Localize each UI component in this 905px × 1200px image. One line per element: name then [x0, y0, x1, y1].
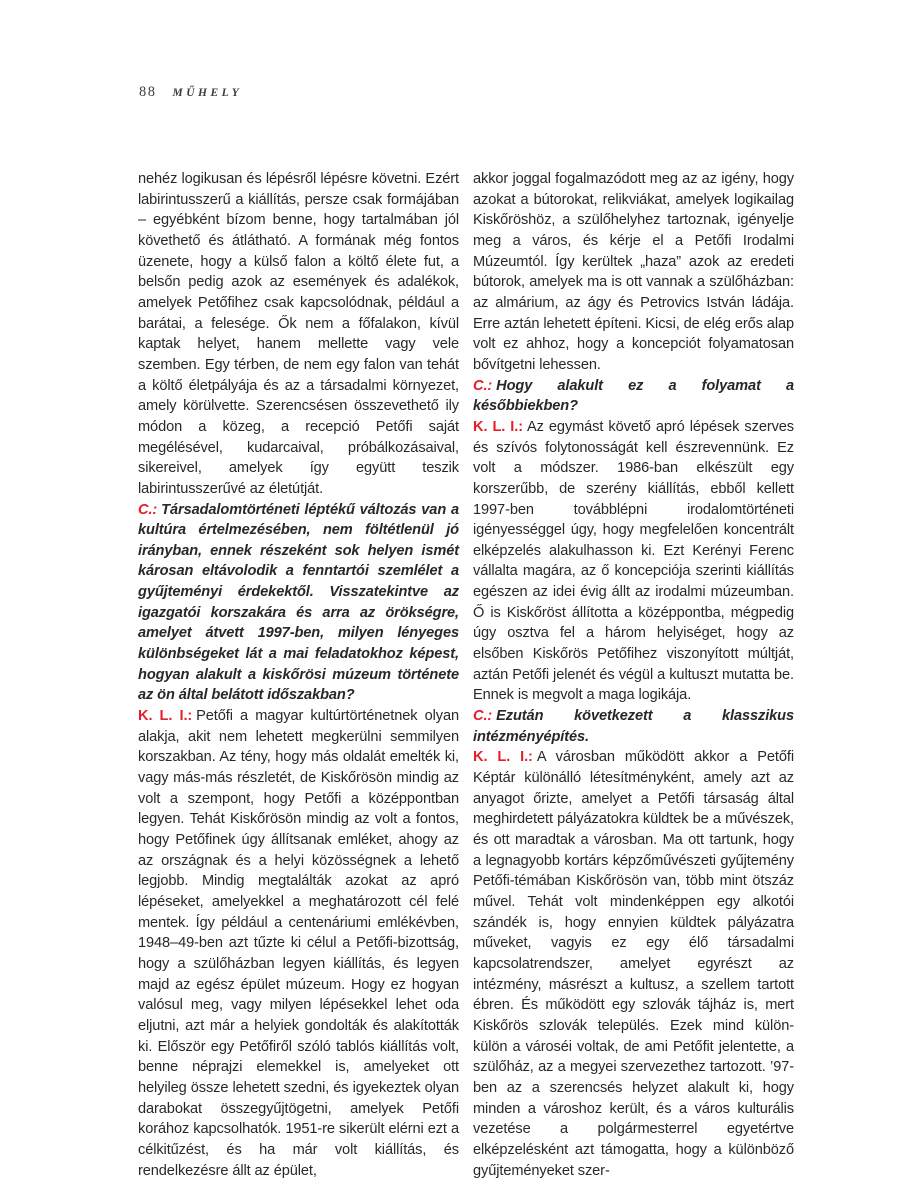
- body-paragraph: [138, 169, 459, 500]
- interview-answer: [473, 747, 794, 1181]
- paragraph-text: Petőfi a magyar kultúrtörténetnek olyan alakja, akit nem lehetett megkerülni semmilyen korszakban. Az tény, hogy más oldalát emelték ki, vagy más-más részletét, de Kiskőrösön mindig az volt a szempont, hogy Petőfi a középpontban legyen. Tehát Kiskőrösön mindig az volt a fontos, hogy Petőfinek úgy állítsanak emléket, ahogy az az országnak és a helyi közösségnek a lehető legjobb. Mindig megtalálták azokat az apró lépéseket, amelyekkel a meghatározott cél felé mentek. Így például a centenáriumi emlékévben, 1948–49-ben azt tűzte ki célul a Petőfi-bizottság, hogy a szülőházban legyen kiállítás, és legyen majd az egész épület múzeum. Hogy ez hogyan valósul meg, vagy milyen lépésekkel lehet oda eljutni, azt már a helyiek gondolták és alakították ki. Először egy Petőfiről szóló tablós kiállítás volt, benne néprajzi elemekkel is, amelyeket ott helyileg össze lehetett szedni, és igyekeztek olyan darabokat összegyűjtögetni, amelyek Petőfi korához kapcsolhatók. 1951-re sikerült elérni ezt a célkitűzést, és ha már volt kiállítás, és rendelkezésre állt az épület,: [138, 708, 459, 1179]
- section-title: MŰHELY: [172, 87, 243, 99]
- interview-question: [138, 500, 459, 707]
- paragraph-text: Társadalomtörténeti léptékű változás van a kultúra értelmezésében, nem föltétlenül jó irányban, ennek részeként sok helyen ismét károsan eltávolodik a fenntartói szemlélet a gyűjteményi érdekektől. Visszatekintve az igazgatói korszakára és arra az örökségre, amelyet átvett 1997-ben, milyen lényeges különbségeket lát a mai feladatokhoz képest, hogyan alakult a kiskőrösi múzeum története az ön által belátott időszakban?: [138, 501, 459, 704]
- left-column: [138, 169, 459, 1181]
- paragraph-text: nehéz logikusan és lépésről lépésre követni. Ezért labirintusszerű a kiállítás, persze csak formájában – egyébként bízom benne, hogy tartalmában jól követhető és átlátható. A formának még fontos üzenete, hogy a külső falon a költő élete fut, a belsőn pedig azok az események és adalékok, amelyek Petőfihez csak kapcsolódnak, például a barátai, a felesége. Ők nem a főfalakon, kívül kaptak helyet, hanem mellette vagy vele szemben. Egy térben, de nem egy falon van tehát a költő életpályája és az a társadalmi környezet, amely körülvette. Szerencsésen összevethető ily módon a közeg, a recepció Petőfi saját megélésével, kudarcaival, próbálkozásaival, sikereivel, amelyek így együtt teszik labirintusszerűvé az életútját.: [138, 171, 459, 497]
- interview-answer: [473, 417, 794, 706]
- paragraph-text: Ezután következett a klasszikus intézményépítés.: [473, 708, 794, 745]
- page-header: [139, 84, 242, 101]
- page-number: 88: [139, 84, 157, 100]
- paragraph-text: Hogy alakult ez a folyamat a későbbiekben?: [473, 377, 794, 415]
- speaker-label: K. L. I.:: [138, 708, 193, 725]
- speaker-label: K. L. I.:: [473, 749, 533, 766]
- paragraph-text: akkor joggal fogalmazódott meg az az igény, hogy azokat a bútorokat, relikviákat, amelyek logikailag Kiskőröshöz, a szülőhelyhez tartoznak, igényelje meg a város, és kérje el a Petőfi Irodalmi Múzeumtól. Így kerültek „haza” azok az eredeti bútorok, amelyek ma is ott vannak a szülőházban: az almárium, az ágy és Petrovics István ládája. Erre aztán lehetett építeni. Kicsi, de elég erős alap volt ez ahhoz, hogy a koncepciót folyamatosan bővítgetni lehessen.: [473, 171, 794, 373]
- speaker-label: C.:: [138, 501, 158, 518]
- interview-question: [473, 706, 794, 747]
- speaker-label: C.:: [473, 708, 493, 725]
- text-columns: [138, 169, 794, 1181]
- right-column: [473, 169, 794, 1181]
- paragraph-text: A városban működött akkor a Petőfi Képtár különálló létesítményként, amely azt az anyagot őrizte, amelyet a Petőfi társaság által meghirdetett pályázatokra küldtek be a művészek, és ott maradtak a városban. Ma ott tartunk, hogy a legnagyobb kortárs képzőművészeti gyűjtemény Petőfi-témában Kiskőrösön van, több mint ötszáz művel. Tehát volt mindenképpen egy alkotói szándék is, hogy ennyien küldtek pályázatra műveket, vagyis ez egy élő társadalmi kapcsolatrendszer, amelyet egyrészt az intézmény, másrészt a kultusz, a szellem tartott ébren. És működött egy szlovák tájház is, mert Kiskőrös szlovák település. Ezek mind külön-külön a városéi voltak, de ami Petőfit jelentette, a szülőház, az a megyei szervezethez tartozott. ’97-ben az a szerencsés helyzet alakult ki, hogy minden a városhoz került, és a város kulturális vezetése a polgármesterrel egyetértve elképzelésként azt támogatta, hogy a különböző gyűjteményeket szer-: [473, 749, 794, 1179]
- interview-answer: [138, 706, 459, 1181]
- speaker-label: K. L. I.:: [473, 418, 523, 435]
- body-paragraph: [473, 169, 794, 376]
- speaker-label: C.:: [473, 377, 493, 394]
- interview-question: [473, 376, 794, 417]
- paragraph-text: Az egymást követő apró lépések szerves és szívós folytonosságát kell észrevennünk. Ez volt a módszer. 1986-ban elkészült egy korszerűbb, de szerény kiállítás, ebből kellett 1997-ben továbblépni irodalomtörténeti igényességgel úgy, hogy megfelelően koncentrált elképzelés alakulhasson ki. Ezt Kerényi Ferenc vállalta magára, az ő koncepciója szerinti kiállítás egészen az idei évig állt az irodalmi múzeumban. Ő is Kiskőröst állította a középpontba, mégpedig úgy osztva fel a három helyiséget, hogy az elsőben Kiskőrös Petőfihez viszonyított múltját, aztán Petőfi jelenét és végül a kultuszt mutatta be. Ennek is megvolt a maga logikája.: [473, 418, 794, 704]
